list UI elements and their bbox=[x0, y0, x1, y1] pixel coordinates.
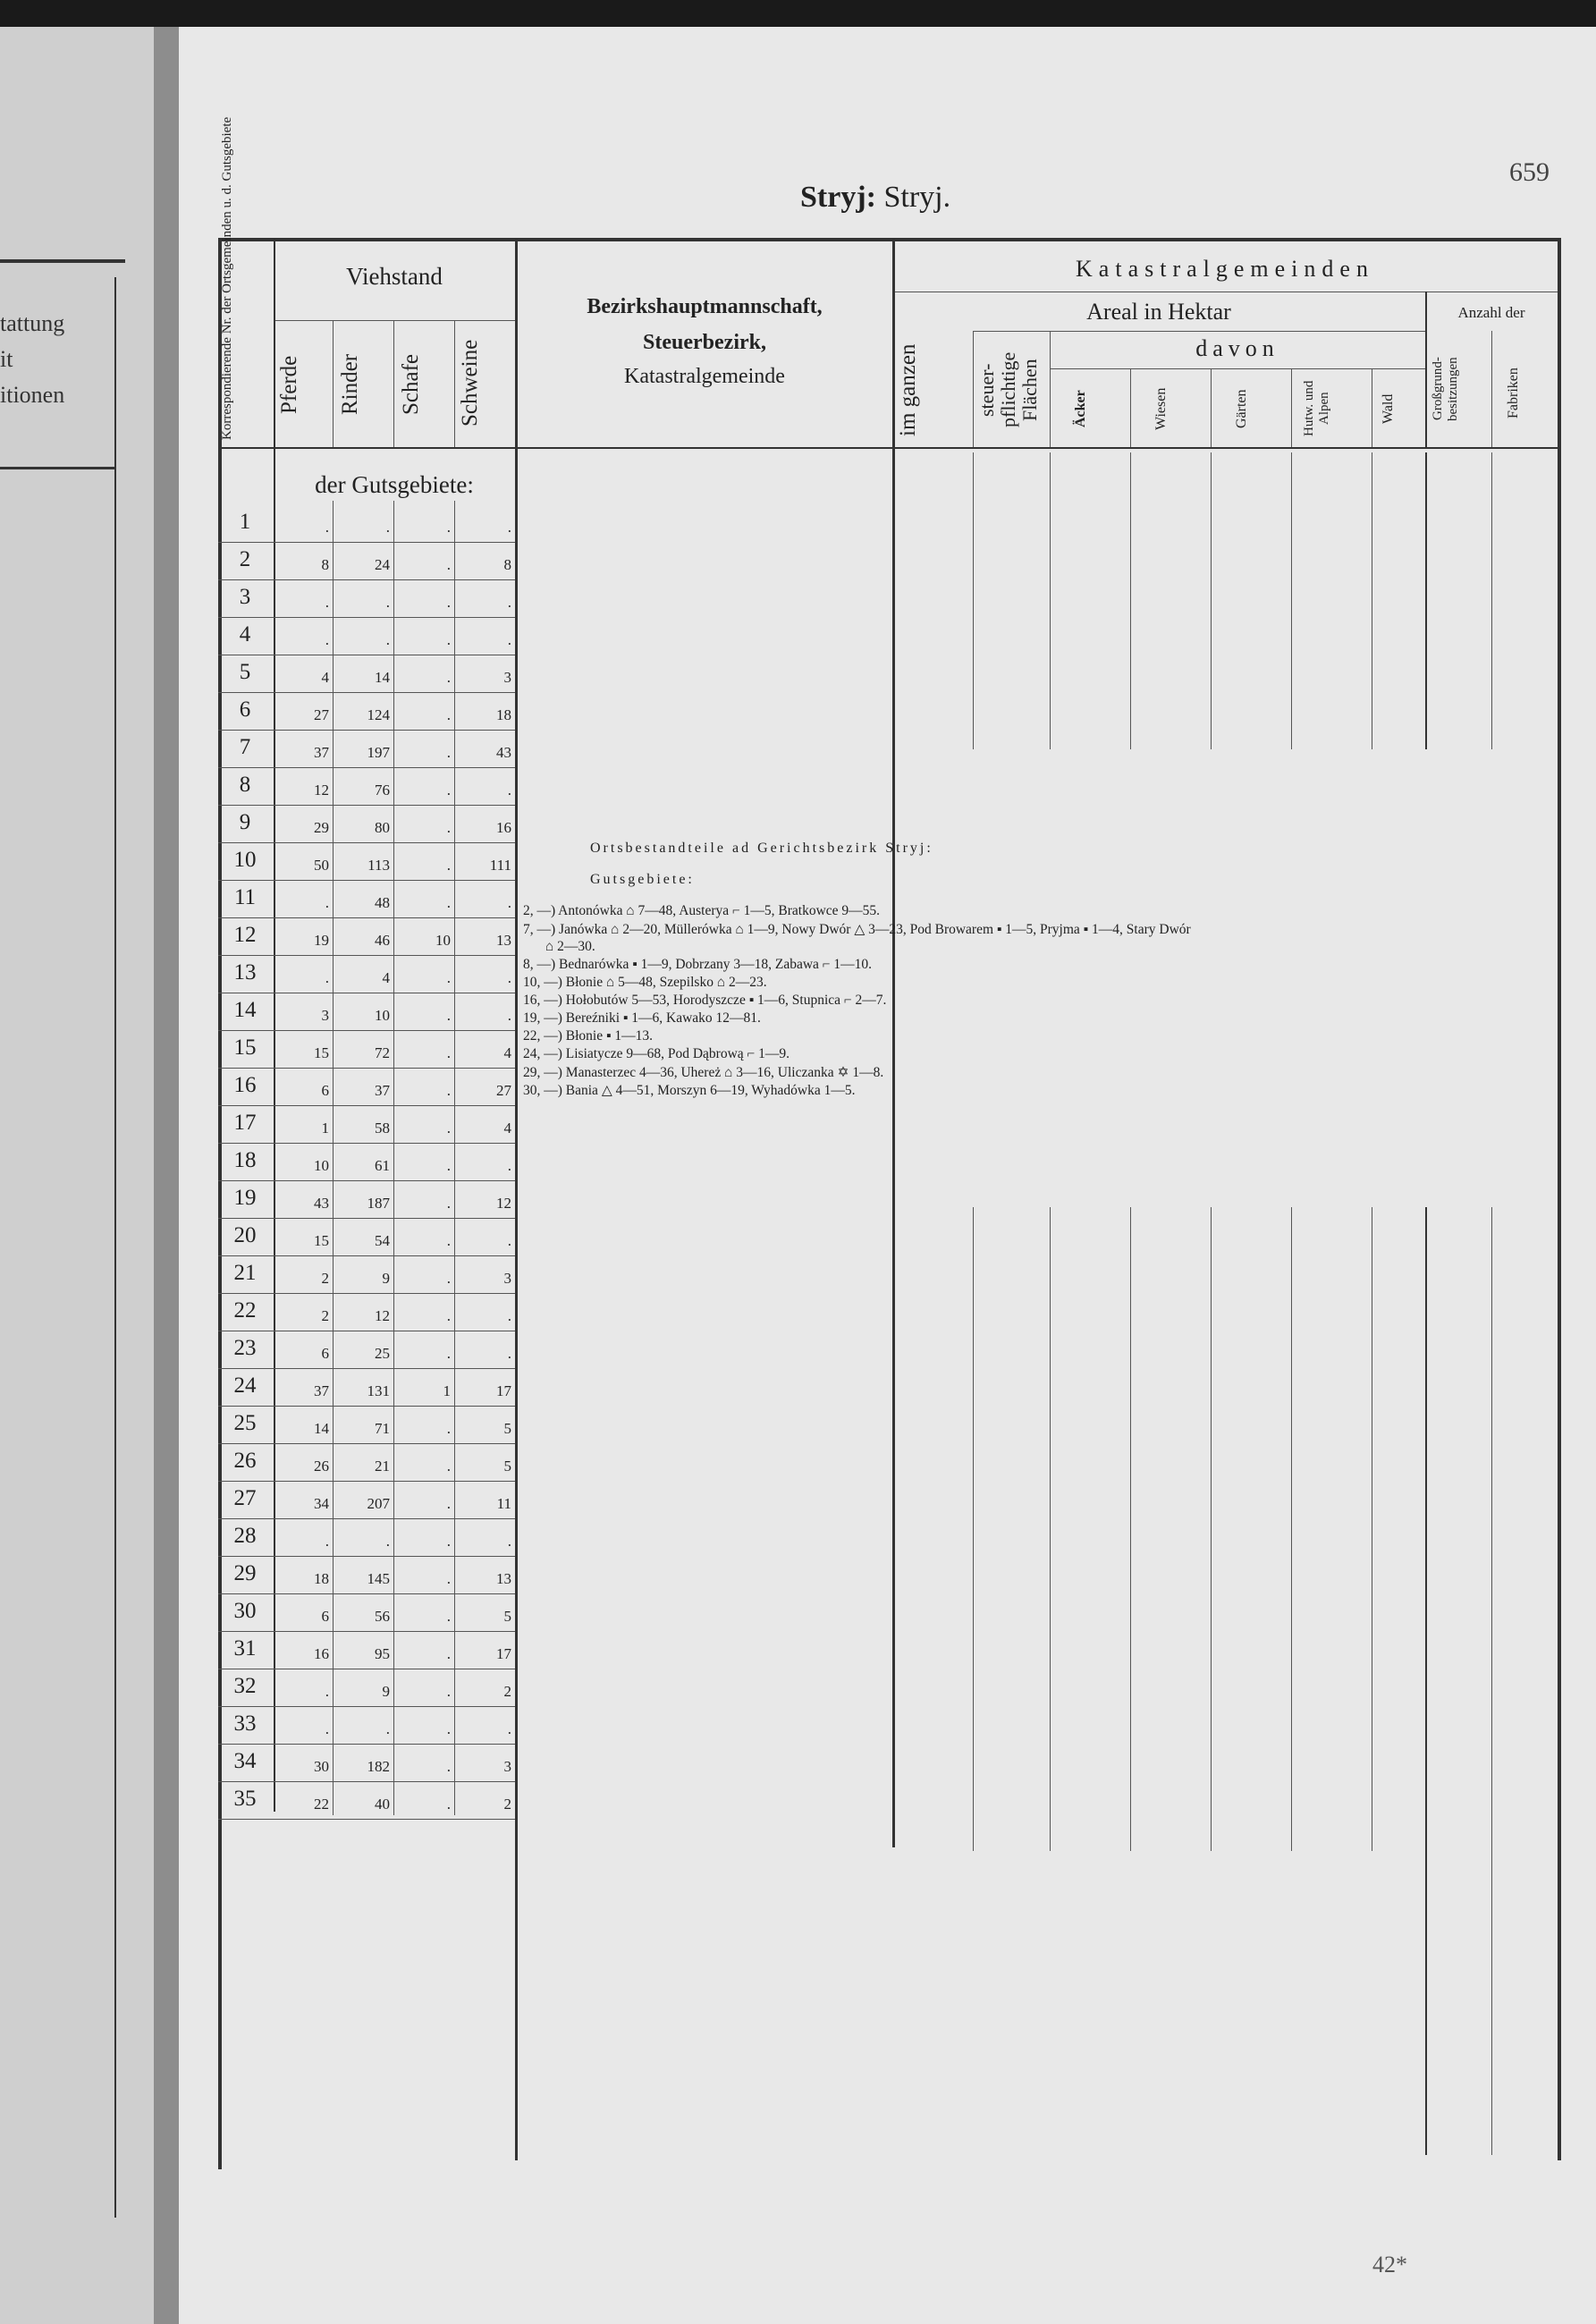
cell-schafe: . bbox=[446, 969, 451, 986]
cell-rinder: 72 bbox=[375, 1044, 390, 1061]
cell-schweine: 16 bbox=[496, 819, 511, 836]
cell-rinder: 21 bbox=[375, 1458, 390, 1475]
rowno-header: Korrespondierende Nr. der Ortsgemeinden u. d. Gutsgebiete bbox=[220, 116, 234, 440]
cell-rinder: 9 bbox=[382, 1683, 390, 1700]
cell-schafe: 10 bbox=[435, 932, 451, 949]
row-number: 35 bbox=[233, 1787, 257, 1811]
row-number: 18 bbox=[233, 1148, 257, 1172]
row-rule bbox=[218, 1556, 515, 1557]
table-top-rule bbox=[218, 238, 1559, 241]
cell-pferde: 29 bbox=[314, 819, 329, 836]
cell-pferde: 2 bbox=[321, 1270, 329, 1287]
cell-schweine: . bbox=[507, 519, 511, 536]
cell-rinder: 58 bbox=[375, 1120, 390, 1137]
cell-schweine: 13 bbox=[496, 932, 511, 949]
cell-schweine: 111 bbox=[489, 857, 511, 874]
cell-rinder: 61 bbox=[375, 1157, 390, 1174]
note-line: 2, —) Antonówka ⌂ 7—48, Austerya ⌐ 1—5, Bratkowce 9—55. bbox=[523, 903, 881, 918]
cell-rinder: 76 bbox=[375, 782, 390, 799]
note-line: 22, —) Błonie ▪ 1—13. bbox=[523, 1028, 653, 1044]
cell-rinder: 80 bbox=[375, 819, 390, 836]
row-rule bbox=[218, 730, 515, 731]
column-rule bbox=[1130, 1207, 1131, 1851]
cell-schweine: . bbox=[507, 594, 511, 611]
pferde-header: Pferde bbox=[277, 355, 301, 414]
table-right-rule bbox=[1558, 238, 1561, 2160]
note-line: 30, —) Bania △ 4—51, Morszyn 6—19, Wyhadówka 1—5. bbox=[523, 1083, 856, 1098]
cell-schafe: . bbox=[446, 1758, 451, 1775]
cell-schafe: . bbox=[446, 594, 451, 611]
fabriken-header: Fabriken bbox=[1506, 368, 1521, 419]
row-number: 30 bbox=[233, 1599, 257, 1623]
cell-pferde: 30 bbox=[314, 1758, 329, 1775]
cell-pferde: 50 bbox=[314, 857, 329, 874]
cell-rinder: 48 bbox=[375, 894, 390, 911]
cell-pferde: . bbox=[325, 631, 329, 648]
row-rule bbox=[218, 1443, 515, 1444]
cell-schafe: . bbox=[446, 1195, 451, 1212]
column-rule bbox=[1291, 452, 1292, 749]
cell-schafe: . bbox=[446, 1345, 451, 1362]
cell-pferde: . bbox=[325, 594, 329, 611]
row-rule bbox=[218, 805, 515, 806]
gaerten-header: Gärten bbox=[1234, 389, 1249, 428]
row-number: 20 bbox=[233, 1223, 257, 1247]
cell-schweine: . bbox=[507, 1307, 511, 1324]
schweine-header: Schweine bbox=[458, 339, 482, 427]
row-number: 3 bbox=[239, 585, 251, 609]
cell-schweine: 3 bbox=[503, 1270, 511, 1287]
column-rule bbox=[1425, 452, 1427, 749]
cell-schafe: . bbox=[446, 631, 451, 648]
bezirk-header: Bezirkshauptmannschaft, bbox=[587, 295, 823, 318]
row-rule bbox=[218, 1593, 515, 1594]
notes-subtitle: Gutsgebiete: bbox=[590, 872, 695, 887]
column-rule bbox=[1211, 368, 1212, 447]
previous-page-fragment: it bbox=[0, 346, 13, 372]
aecker-header: Äcker bbox=[1073, 390, 1088, 427]
row-rule bbox=[218, 880, 515, 881]
book-spine bbox=[154, 27, 179, 2324]
cell-pferde: 8 bbox=[321, 556, 329, 573]
cell-schafe: . bbox=[446, 1270, 451, 1287]
cell-pferde: 14 bbox=[314, 1420, 329, 1437]
row-number: 15 bbox=[233, 1035, 257, 1060]
row-rule bbox=[218, 1781, 515, 1782]
cell-schweine: 3 bbox=[503, 1758, 511, 1775]
column-rule bbox=[1211, 1207, 1212, 1851]
previous-page-rule bbox=[0, 467, 116, 469]
column-rule bbox=[393, 501, 394, 1815]
row-number: 19 bbox=[233, 1186, 257, 1210]
row-number: 24 bbox=[233, 1373, 257, 1398]
cell-pferde: 10 bbox=[314, 1157, 329, 1174]
row-number: 17 bbox=[233, 1111, 257, 1135]
column-rule bbox=[454, 320, 455, 447]
row-rule bbox=[218, 617, 515, 618]
cell-schafe: . bbox=[446, 1645, 451, 1662]
cell-schafe: . bbox=[446, 744, 451, 761]
column-rule bbox=[1130, 452, 1131, 749]
cell-schafe: . bbox=[446, 1120, 451, 1137]
cell-schweine: . bbox=[507, 894, 511, 911]
row-rule bbox=[218, 542, 515, 543]
note-line: 24, —) Lisiatycze 9—68, Pod Dąbrową ⌐ 1—9. bbox=[523, 1046, 790, 1061]
row-number: 16 bbox=[233, 1073, 257, 1097]
row-rule bbox=[218, 1819, 515, 1820]
cell-schweine: . bbox=[507, 782, 511, 799]
previous-page-rule bbox=[0, 259, 125, 263]
cell-rinder: 145 bbox=[367, 1570, 390, 1587]
row-number: 22 bbox=[233, 1298, 257, 1323]
row-number: 7 bbox=[239, 735, 251, 759]
cell-rinder: 37 bbox=[375, 1082, 390, 1099]
steuerbezirk-header: Steuerbezirk, bbox=[643, 331, 766, 354]
header-rule bbox=[973, 331, 1425, 332]
row-number: 6 bbox=[239, 697, 251, 722]
header-bottom-rule bbox=[218, 447, 1559, 449]
cell-pferde: 15 bbox=[314, 1044, 329, 1061]
cell-schweine: 5 bbox=[503, 1608, 511, 1625]
cell-pferde: 6 bbox=[321, 1608, 329, 1625]
row-rule bbox=[218, 1368, 515, 1369]
katastralgemeinden-header: Katastralgemeinden bbox=[1076, 256, 1374, 282]
header-rule bbox=[274, 320, 515, 321]
row-number: 29 bbox=[233, 1561, 257, 1585]
sheet-signature: 42* bbox=[1372, 2252, 1407, 2278]
row-number: 23 bbox=[233, 1336, 257, 1360]
cell-rinder: 207 bbox=[367, 1495, 390, 1512]
cell-rinder: 10 bbox=[375, 1007, 390, 1024]
row-number: 8 bbox=[239, 773, 251, 797]
cell-schweine: 17 bbox=[496, 1382, 511, 1399]
notes-title: Ortsbestandteile ad Gerichtsbezirk Stryj: bbox=[590, 841, 933, 856]
cell-pferde: . bbox=[325, 1720, 329, 1737]
cell-schafe: . bbox=[446, 556, 451, 573]
cell-schafe: . bbox=[446, 1044, 451, 1061]
cell-pferde: 34 bbox=[314, 1495, 329, 1512]
cell-schafe: . bbox=[446, 706, 451, 723]
row-rule bbox=[218, 1406, 515, 1407]
row-rule bbox=[218, 1180, 515, 1181]
cell-schweine: 4 bbox=[503, 1044, 511, 1061]
cell-schweine: 5 bbox=[503, 1458, 511, 1475]
note-line: ⌂ 2—30. bbox=[545, 939, 595, 954]
cell-schweine: 4 bbox=[503, 1120, 511, 1137]
column-rule bbox=[1050, 452, 1051, 749]
column-rule bbox=[1130, 368, 1131, 447]
column-rule bbox=[1050, 1207, 1051, 1851]
areal-header: Areal in Hektar bbox=[1086, 299, 1231, 325]
anzahl-header: Anzahl der bbox=[1457, 304, 1525, 321]
cell-pferde: . bbox=[325, 894, 329, 911]
cell-rinder: 56 bbox=[375, 1608, 390, 1625]
steuerpflichtige-header: steuer-pflichtige Flächen bbox=[975, 351, 1041, 428]
column-rule bbox=[333, 501, 334, 1815]
cell-schweine: 2 bbox=[503, 1796, 511, 1813]
im-ganzen-header: im ganzen bbox=[896, 343, 920, 436]
row-rule bbox=[218, 1481, 515, 1482]
rinder-header: Rinder bbox=[338, 353, 362, 416]
row-rule bbox=[218, 1105, 515, 1106]
column-rule bbox=[1491, 452, 1492, 749]
cell-schweine: 11 bbox=[496, 1495, 511, 1512]
row-rule bbox=[218, 1518, 515, 1519]
row-number: 34 bbox=[233, 1749, 257, 1773]
row-rule bbox=[218, 1631, 515, 1632]
column-rule bbox=[515, 238, 518, 2160]
row-rule bbox=[218, 1030, 515, 1031]
row-rule bbox=[218, 1143, 515, 1144]
cell-rinder: 113 bbox=[367, 857, 390, 874]
wald-header: Wald bbox=[1381, 393, 1396, 424]
cell-pferde: 3 bbox=[321, 1007, 329, 1024]
previous-page-fragment: tattung bbox=[0, 310, 65, 336]
note-line: 7, —) Janówka ⌂ 2—20, Müllerówka ⌂ 1—9, Nowy Dwór △ 3—23, Pod Browarem ▪ 1—5, Pryjma ▪ 1—4, Stary Dwór bbox=[523, 922, 1191, 937]
cell-rinder: 24 bbox=[375, 556, 390, 573]
column-rule bbox=[333, 320, 334, 447]
cell-schweine: 17 bbox=[496, 1645, 511, 1662]
cell-schafe: . bbox=[446, 1307, 451, 1324]
davon-header: davon bbox=[1195, 335, 1279, 361]
cell-pferde: . bbox=[325, 1683, 329, 1700]
cell-pferde: 18 bbox=[314, 1570, 329, 1587]
row-number: 4 bbox=[239, 622, 251, 646]
cell-pferde: 26 bbox=[314, 1458, 329, 1475]
scan-top-edge bbox=[0, 0, 1596, 27]
row-number: 5 bbox=[239, 660, 251, 684]
running-title: Stryj: Stryj. bbox=[800, 181, 951, 214]
row-rule bbox=[218, 1706, 515, 1707]
cell-schafe: . bbox=[446, 1232, 451, 1249]
cell-schafe: . bbox=[446, 519, 451, 536]
column-rule bbox=[1491, 331, 1492, 447]
row-number: 9 bbox=[239, 810, 251, 834]
cell-pferde: 27 bbox=[314, 706, 329, 723]
viehstand-header: Viehstand bbox=[346, 263, 443, 290]
row-rule bbox=[218, 842, 515, 843]
cell-schafe: . bbox=[446, 1082, 451, 1099]
cell-schafe: . bbox=[446, 1570, 451, 1587]
cell-rinder: . bbox=[385, 631, 390, 648]
cell-rinder: 12 bbox=[375, 1307, 390, 1324]
cell-rinder: . bbox=[385, 1533, 390, 1550]
cell-pferde: . bbox=[325, 969, 329, 986]
cell-schweine: . bbox=[507, 1345, 511, 1362]
cell-pferde: 6 bbox=[321, 1345, 329, 1362]
schafe-header: Schafe bbox=[399, 353, 423, 416]
cell-schafe: . bbox=[446, 819, 451, 836]
row-rule bbox=[218, 1255, 515, 1256]
column-rule bbox=[1491, 1207, 1492, 2155]
cell-rinder: 14 bbox=[375, 669, 390, 686]
column-rule bbox=[454, 501, 455, 1815]
row-rule bbox=[218, 767, 515, 768]
cell-pferde: 16 bbox=[314, 1645, 329, 1662]
cell-schafe: 1 bbox=[443, 1382, 451, 1399]
cell-rinder: 124 bbox=[367, 706, 390, 723]
cell-schweine: . bbox=[507, 1157, 511, 1174]
row-rule bbox=[218, 1744, 515, 1745]
previous-page-fragment: itionen bbox=[0, 382, 65, 408]
cell-schweine: 12 bbox=[496, 1195, 511, 1212]
cell-schafe: . bbox=[446, 669, 451, 686]
cell-rinder: 40 bbox=[375, 1796, 390, 1813]
cell-schweine: . bbox=[507, 1533, 511, 1550]
column-rule bbox=[892, 238, 895, 1847]
cell-schafe: . bbox=[446, 782, 451, 799]
cell-schweine: 8 bbox=[503, 556, 511, 573]
cell-schweine: . bbox=[507, 631, 511, 648]
note-line: 16, —) Hołobutów 5—53, Horodyszcze ▪ 1—6, Stupnica ⌐ 2—7. bbox=[523, 993, 887, 1008]
cell-pferde: 37 bbox=[314, 744, 329, 761]
cell-schweine: . bbox=[507, 1720, 511, 1737]
previous-page-rule bbox=[114, 277, 116, 2218]
row-number: 12 bbox=[233, 923, 257, 947]
cell-schweine: . bbox=[507, 1232, 511, 1249]
cell-schafe: . bbox=[446, 1420, 451, 1437]
cell-pferde: 43 bbox=[314, 1195, 329, 1212]
cell-schafe: . bbox=[446, 857, 451, 874]
wiesen-header: Wiesen bbox=[1153, 387, 1169, 430]
cell-schweine: 43 bbox=[496, 744, 511, 761]
cell-rinder: 187 bbox=[367, 1195, 390, 1212]
column-rule bbox=[973, 1207, 974, 1851]
cell-rinder: 4 bbox=[382, 969, 390, 986]
row-number: 27 bbox=[233, 1486, 257, 1510]
column-rule bbox=[1291, 1207, 1292, 1851]
column-rule bbox=[973, 331, 974, 447]
note-line: 8, —) Bednarówka ▪ 1—9, Dobrzany 3—18, Zabawa ⌐ 1—10. bbox=[523, 957, 873, 972]
cell-schweine: . bbox=[507, 1007, 511, 1024]
row-rule bbox=[218, 917, 515, 918]
column-rule bbox=[1211, 452, 1212, 749]
cell-pferde: 19 bbox=[314, 932, 329, 949]
row-number: 25 bbox=[233, 1411, 257, 1435]
cell-pferde: 15 bbox=[314, 1232, 329, 1249]
cell-schafe: . bbox=[446, 1495, 451, 1512]
cell-schafe: . bbox=[446, 1608, 451, 1625]
cell-pferde: 6 bbox=[321, 1082, 329, 1099]
row-number: 28 bbox=[233, 1524, 257, 1548]
cell-schweine: 13 bbox=[496, 1570, 511, 1587]
cell-schweine: 27 bbox=[496, 1082, 511, 1099]
cell-rinder: 9 bbox=[382, 1270, 390, 1287]
cell-rinder: . bbox=[385, 1720, 390, 1737]
row-number: 33 bbox=[233, 1711, 257, 1736]
row-number: 32 bbox=[233, 1674, 257, 1698]
hutweiden-header: Hutw. und Alpen bbox=[1302, 380, 1331, 437]
cell-schafe: . bbox=[446, 1720, 451, 1737]
cell-schafe: . bbox=[446, 1796, 451, 1813]
cell-schafe: . bbox=[446, 1007, 451, 1024]
row-number: 21 bbox=[233, 1261, 257, 1285]
cell-schweine: 2 bbox=[503, 1683, 511, 1700]
katastralgemeinde-header: Katastralgemeinde bbox=[624, 365, 785, 388]
note-line: 29, —) Manasterzec 4—36, Uhereż ⌂ 3—16, Uliczanka ✡ 1—8. bbox=[523, 1065, 884, 1080]
cell-pferde: . bbox=[325, 1533, 329, 1550]
row-rule bbox=[218, 1068, 515, 1069]
row-rule bbox=[218, 692, 515, 693]
column-rule bbox=[973, 452, 974, 749]
cell-rinder: . bbox=[385, 519, 390, 536]
row-number: 1 bbox=[239, 510, 251, 534]
row-rule bbox=[218, 955, 515, 956]
grossgrund-header: Großgrund-besitzungen bbox=[1431, 357, 1460, 421]
cell-schafe: . bbox=[446, 1157, 451, 1174]
page-number: 659 bbox=[1509, 157, 1550, 187]
row-number: 2 bbox=[239, 547, 251, 571]
cell-rinder: 46 bbox=[375, 932, 390, 949]
previous-page-edge bbox=[0, 27, 156, 2324]
row-number: 26 bbox=[233, 1449, 257, 1473]
cell-schweine: . bbox=[507, 969, 511, 986]
cell-pferde: 2 bbox=[321, 1307, 329, 1324]
column-rule bbox=[1291, 368, 1292, 447]
row-rule bbox=[218, 579, 515, 580]
cell-schafe: . bbox=[446, 894, 451, 911]
cell-pferde: 12 bbox=[314, 782, 329, 799]
cell-rinder: 95 bbox=[375, 1645, 390, 1662]
column-rule bbox=[393, 320, 394, 447]
row-rule bbox=[218, 1218, 515, 1219]
cell-rinder: 182 bbox=[367, 1758, 390, 1775]
section-label: der Gutsgebiete: bbox=[315, 471, 474, 498]
column-rule bbox=[1425, 1207, 1427, 2155]
cell-schafe: . bbox=[446, 1683, 451, 1700]
cell-pferde: 37 bbox=[314, 1382, 329, 1399]
note-line: 10, —) Błonie ⌂ 5—48, Szepilsko ⌂ 2—23. bbox=[523, 975, 767, 990]
cell-rinder: 54 bbox=[375, 1232, 390, 1249]
cell-schweine: 5 bbox=[503, 1420, 511, 1437]
note-line: 19, —) Bereźniki ▪ 1—6, Kawako 12—81. bbox=[523, 1010, 761, 1026]
cell-pferde: 1 bbox=[321, 1120, 329, 1137]
row-rule bbox=[218, 1293, 515, 1294]
cell-rinder: 131 bbox=[367, 1382, 390, 1399]
header-rule bbox=[1050, 368, 1425, 369]
row-number: 13 bbox=[233, 960, 257, 985]
row-number: 10 bbox=[233, 848, 257, 872]
cell-pferde: . bbox=[325, 519, 329, 536]
cell-schweine: 3 bbox=[503, 669, 511, 686]
cell-rinder: 197 bbox=[367, 744, 390, 761]
row-number: 11 bbox=[233, 885, 257, 909]
cell-rinder: . bbox=[385, 594, 390, 611]
row-number: 14 bbox=[233, 998, 257, 1022]
cell-schafe: . bbox=[446, 1458, 451, 1475]
cell-pferde: 22 bbox=[314, 1796, 329, 1813]
row-number: 31 bbox=[233, 1636, 257, 1661]
cell-schafe: . bbox=[446, 1533, 451, 1550]
cell-rinder: 71 bbox=[375, 1420, 390, 1437]
cell-rinder: 25 bbox=[375, 1345, 390, 1362]
cell-pferde: 4 bbox=[321, 669, 329, 686]
cell-schweine: 18 bbox=[496, 706, 511, 723]
